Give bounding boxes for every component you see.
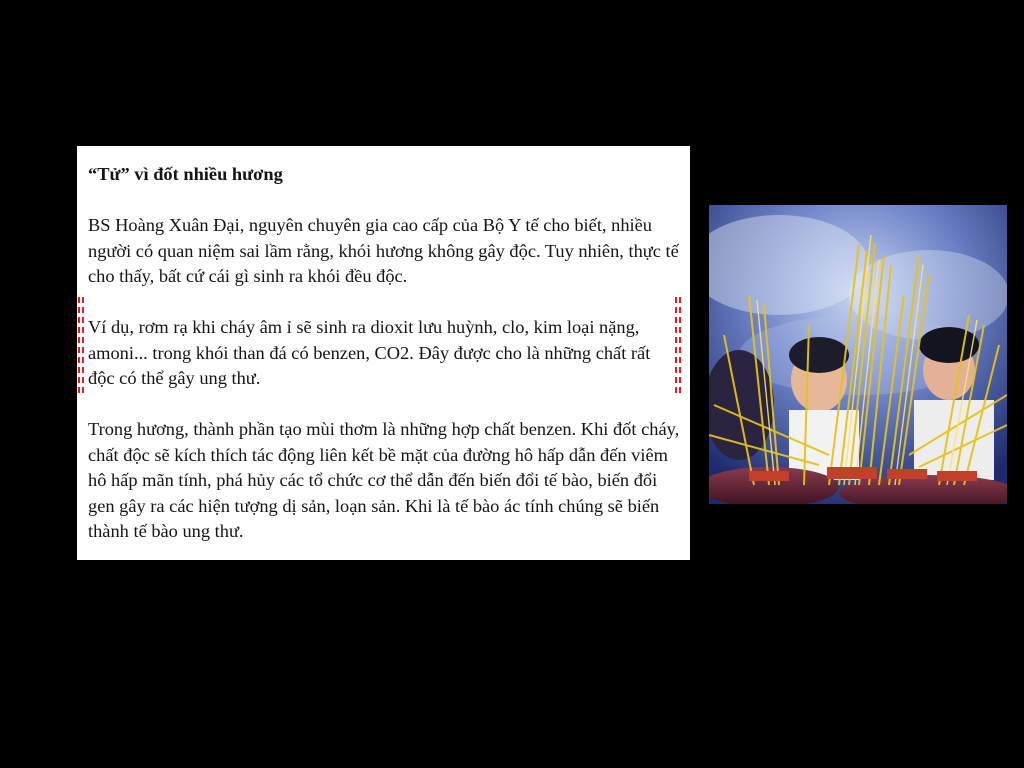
article-paragraph: Ví dụ, rơm rạ khi cháy âm ỉ sẽ sinh ra dioxit lưu huỳnh, clo, kim loại nặng, amoni... trong khói than đá có benzen, CO2. Đây được cho là những chất rất độc có thể gây ung thư. — [88, 317, 651, 388]
incense-photo — [709, 205, 1007, 504]
article-panel — [77, 146, 690, 560]
article-paragraph: Trong hương, thành phần tạo mùi thơm là những hợp chất benzen. Khi đốt cháy, chất độc sẽ kích thích tác động liên kết bề mặt của đường hô hấp dẫn đến viêm hô hấp mãn tính, phá hủy các tổ chức cơ thể dẫn đến biến đổi tế bào, biến đổi gen gây ra các hiện tượng dị sản, loạn sản. Khi là tế bào ác tính chúng sẽ biến thành tế bào ung thư. — [88, 419, 680, 541]
article-heading: “Tử” vì đốt nhiều hương — [88, 164, 283, 184]
change-marker-right — [675, 297, 681, 393]
article-paragraph: BS Hoàng Xuân Đại, nguyên chuyên gia cao cấp của Bộ Y tế cho biết, nhiều người có quan niệm sai lầm rằng, khói hương không gây độc. Tuy nhiên, thực tế cho thấy, bất cứ cái gì sinh ra khói đều độc. — [88, 215, 679, 286]
change-marker-left — [78, 297, 84, 393]
